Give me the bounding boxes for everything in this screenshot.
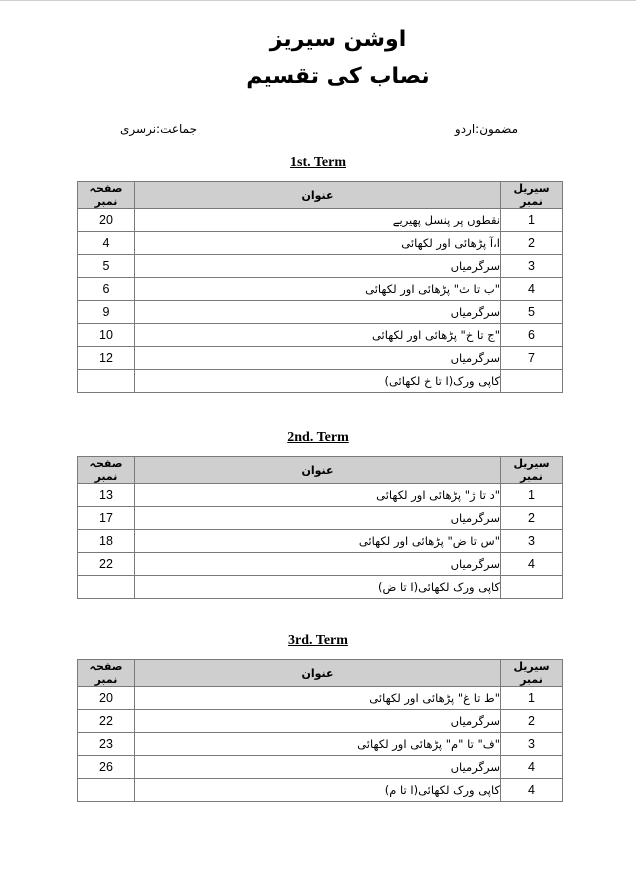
subject-label: مضمون:اردو	[454, 122, 518, 136]
page-cell: 20	[78, 687, 135, 710]
topic-cell: "ج تا خ" پڑھائی اور لکھائی	[135, 324, 501, 347]
table-row	[78, 576, 563, 599]
serial-cell: 1	[501, 209, 563, 232]
serial-cell: 2	[501, 232, 563, 255]
term-3-heading: 3rd. Term	[288, 633, 348, 648]
table-row	[78, 232, 563, 255]
serial-cell: 4	[501, 553, 563, 576]
table-row	[78, 779, 563, 802]
serial-cell: 1	[501, 484, 563, 507]
term-1-table	[77, 181, 563, 393]
table-row	[78, 530, 563, 553]
serial-cell: 4	[501, 779, 563, 802]
class-label: جماعت:نرسری	[120, 122, 198, 136]
page-cell	[78, 576, 135, 599]
series-title: اوشن سیریز	[269, 27, 407, 52]
table-row	[78, 733, 563, 756]
topic-cell: سرگرمیاں	[135, 301, 501, 324]
table-row	[78, 507, 563, 530]
page-number-header: صفحہ نمبر	[78, 182, 135, 209]
serial-cell	[501, 370, 563, 393]
page-cell: 22	[78, 710, 135, 733]
topic-cell: "س تا ض" پڑھائی اور لکھائی	[135, 530, 501, 553]
serial-cell	[501, 576, 563, 599]
serial-cell: 3	[501, 733, 563, 756]
page-cell: 20	[78, 209, 135, 232]
serial-header: سیریل نمبر	[501, 660, 563, 687]
page-cell: 23	[78, 733, 135, 756]
table-row	[78, 553, 563, 576]
topic-cell: کاپی ورک لکھائی(ا تا م)	[135, 779, 501, 802]
page-cell: 26	[78, 756, 135, 779]
topic-header: عنوان	[135, 457, 501, 484]
table-row	[78, 301, 563, 324]
page-cell: 17	[78, 507, 135, 530]
page-cell: 5	[78, 255, 135, 278]
serial-cell: 6	[501, 324, 563, 347]
page-cell	[78, 370, 135, 393]
serial-cell: 3	[501, 255, 563, 278]
page-cell: 12	[78, 347, 135, 370]
table-row	[78, 370, 563, 393]
topic-cell: سرگرمیاں	[135, 347, 501, 370]
topic-cell: نقطوں پر پنسل پھیریے	[135, 209, 501, 232]
topic-cell: کاپی ورک(ا تا خ لکھائی)	[135, 370, 501, 393]
serial-cell: 2	[501, 507, 563, 530]
page-cell: 18	[78, 530, 135, 553]
topic-cell: سرگرمیاں	[135, 255, 501, 278]
topic-cell: سرگرمیاں	[135, 710, 501, 733]
table-row	[78, 710, 563, 733]
page-number-header: صفحہ نمبر	[78, 457, 135, 484]
serial-cell: 4	[501, 278, 563, 301]
term-3-table	[77, 659, 563, 802]
table-row	[78, 278, 563, 301]
topic-cell: "ف" تا "م" پڑھائی اور لکھائی	[135, 733, 501, 756]
serial-cell: 7	[501, 347, 563, 370]
term-1-heading: 1st. Term	[290, 155, 346, 170]
serial-cell: 3	[501, 530, 563, 553]
table-header-row	[78, 660, 563, 687]
page-cell: 4	[78, 232, 135, 255]
page-cell: 6	[78, 278, 135, 301]
top-border-line	[0, 0, 636, 1]
topic-cell: سرگرمیاں	[135, 553, 501, 576]
serial-cell: 2	[501, 710, 563, 733]
page-cell: 22	[78, 553, 135, 576]
topic-cell: سرگرمیاں	[135, 756, 501, 779]
topic-header: عنوان	[135, 660, 501, 687]
table-row	[78, 756, 563, 779]
page-number-header: صفحہ نمبر	[78, 660, 135, 687]
term-2-heading: 2nd. Term	[287, 430, 349, 445]
table-row	[78, 209, 563, 232]
page-cell	[78, 779, 135, 802]
serial-header: سیریل نمبر	[501, 182, 563, 209]
topic-cell: ا،آ پڑھائی اور لکھائی	[135, 232, 501, 255]
table-row	[78, 324, 563, 347]
serial-cell: 1	[501, 687, 563, 710]
serial-cell: 4	[501, 756, 563, 779]
table-row	[78, 347, 563, 370]
topic-cell: "ط تا غ" پڑھائی اور لکھائی	[135, 687, 501, 710]
topic-cell: کاپی ورک لکھائی(ا تا ض)	[135, 576, 501, 599]
topic-header: عنوان	[135, 182, 501, 209]
table-header-row	[78, 457, 563, 484]
topic-cell: سرگرمیاں	[135, 507, 501, 530]
term-2-table	[77, 456, 563, 599]
page-title: نصاب کی تقسیم	[246, 64, 430, 89]
topic-cell: "ب تا ث" پڑھائی اور لکھائی	[135, 278, 501, 301]
serial-header: سیریل نمبر	[501, 457, 563, 484]
page-cell: 13	[78, 484, 135, 507]
table-row	[78, 687, 563, 710]
topic-cell: "د تا ژ" پڑھائی اور لکھائی	[135, 484, 501, 507]
table-row	[78, 255, 563, 278]
serial-cell: 5	[501, 301, 563, 324]
page-cell: 9	[78, 301, 135, 324]
table-row	[78, 484, 563, 507]
table-header-row	[78, 182, 563, 209]
page-cell: 10	[78, 324, 135, 347]
